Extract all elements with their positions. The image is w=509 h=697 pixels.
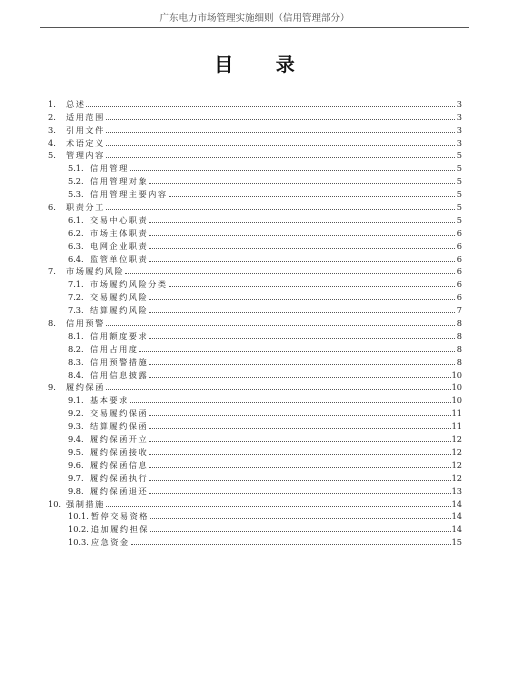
toc-entry-number: 9. xyxy=(48,382,56,393)
toc-entry-page-number: 14 xyxy=(451,511,462,522)
toc-entry-subsection[interactable] xyxy=(48,444,462,457)
toc-entry-label: 履约保函 xyxy=(66,382,105,393)
toc-entry-number: 6.4. xyxy=(68,253,84,264)
toc-dot-leader xyxy=(106,388,451,390)
toc-entry-page-number: 5 xyxy=(456,150,462,161)
toc-dot-leader xyxy=(149,260,455,262)
toc-entry-subsection[interactable] xyxy=(48,341,462,354)
toc-entry-label: 应急资金 xyxy=(90,537,130,548)
toc-entry-page-number: 12 xyxy=(451,472,462,483)
toc-dot-leader xyxy=(106,156,455,158)
toc-dot-leader xyxy=(149,427,450,429)
toc-entry-subsection[interactable] xyxy=(48,160,462,173)
page-header: 广东电力市场管理实施细则（信用管理部分） xyxy=(40,10,469,28)
toc-dot-leader xyxy=(169,195,455,197)
toc-entry-number: 6.1. xyxy=(68,214,84,225)
toc-entry-label: 电网企业职责 xyxy=(90,240,149,251)
toc-entry-subsection[interactable] xyxy=(48,328,462,341)
toc-entry-subsection[interactable] xyxy=(48,509,462,522)
toc-entry-page-number: 11 xyxy=(451,408,462,419)
toc-entry-label: 暂停交易资格 xyxy=(90,511,149,522)
toc-entry-subsection[interactable] xyxy=(48,392,462,405)
toc-entry-subsection[interactable] xyxy=(48,405,462,418)
toc-entry-label: 履约保函执行 xyxy=(90,472,149,483)
toc-entry-page-number: 8 xyxy=(456,343,462,354)
toc-entry-number: 6. xyxy=(48,202,56,213)
toc-dot-leader xyxy=(149,440,450,442)
toc-entry-subsection[interactable] xyxy=(48,483,462,496)
toc-entry-label: 基本要求 xyxy=(90,395,129,406)
toc-entry-number: 4. xyxy=(48,137,56,148)
toc-entry-page-number: 3 xyxy=(456,111,462,122)
toc-entry-label: 强制措施 xyxy=(66,498,105,509)
toc-entry-section[interactable] xyxy=(48,380,462,393)
toc-entry-label: 结算履约风险 xyxy=(90,305,149,316)
toc-entry-label: 市场主体职责 xyxy=(90,227,149,238)
toc-dot-leader xyxy=(149,414,450,416)
toc-entry-page-number: 8 xyxy=(456,318,462,329)
toc-entry-page-number: 8 xyxy=(456,356,462,367)
toc-heading: 目 录 xyxy=(214,54,313,76)
toc-entry-subsection[interactable] xyxy=(48,212,462,225)
table-of-contents xyxy=(48,96,462,547)
toc-entry-label: 引用文件 xyxy=(66,124,105,135)
toc-entry-number: 8.1. xyxy=(68,330,84,341)
toc-entry-page-number: 7 xyxy=(456,305,462,316)
toc-entry-label: 追加履约担保 xyxy=(90,524,149,535)
toc-entry-subsection[interactable] xyxy=(48,534,462,547)
toc-entry-label: 市场履约风险 xyxy=(66,266,125,277)
toc-entry-page-number: 10 xyxy=(451,382,462,393)
toc-dot-leader xyxy=(149,479,450,481)
toc-entry-subsection[interactable] xyxy=(48,431,462,444)
toc-dot-leader xyxy=(149,247,455,249)
toc-dot-leader xyxy=(150,530,451,532)
toc-entry-label: 适用范围 xyxy=(66,111,105,122)
toc-entry-number: 3. xyxy=(48,124,56,135)
toc-entry-page-number: 12 xyxy=(451,446,462,457)
toc-entry-number: 9.5. xyxy=(68,446,84,457)
toc-entry-number: 5.3. xyxy=(68,189,84,200)
toc-entry-number: 10.2. xyxy=(68,524,89,535)
toc-entry-number: 10. xyxy=(48,498,62,509)
toc-entry-label: 术语定义 xyxy=(66,137,105,148)
toc-dot-leader xyxy=(169,285,455,287)
toc-entry-label: 履约保函接收 xyxy=(90,446,149,457)
toc-entry-subsection[interactable] xyxy=(48,186,462,199)
toc-entry-label: 履约保函开立 xyxy=(90,434,149,445)
toc-entry-number: 6.2. xyxy=(68,227,84,238)
toc-dot-leader xyxy=(149,234,455,236)
toc-entry-page-number: 6 xyxy=(456,266,462,277)
toc-dot-leader xyxy=(149,221,455,223)
toc-entry-page-number: 6 xyxy=(456,227,462,238)
toc-entry-subsection[interactable] xyxy=(48,225,462,238)
toc-entry-number: 6.3. xyxy=(68,240,84,251)
toc-entry-page-number: 6 xyxy=(456,240,462,251)
toc-entry-label: 结算履约保函 xyxy=(90,421,149,432)
toc-entry-page-number: 6 xyxy=(456,279,462,290)
toc-dot-leader xyxy=(150,517,451,519)
toc-entry-label: 监管单位职责 xyxy=(90,253,149,264)
toc-entry-subsection[interactable] xyxy=(48,457,462,470)
toc-entry-section[interactable] xyxy=(48,96,462,109)
toc-entry-label: 信用占用度 xyxy=(90,343,139,354)
toc-entry-number: 2. xyxy=(48,111,56,122)
toc-entry-number: 8.3. xyxy=(68,356,84,367)
toc-entry-page-number: 15 xyxy=(451,537,462,548)
toc-entry-label: 管理内容 xyxy=(66,150,105,161)
toc-entry-subsection[interactable] xyxy=(48,367,462,380)
toc-entry-page-number: 3 xyxy=(456,124,462,135)
toc-dot-leader xyxy=(130,401,451,403)
toc-entry-number: 9.6. xyxy=(68,459,84,470)
toc-entry-label: 信用预警措施 xyxy=(90,356,149,367)
toc-entry-number: 10.1. xyxy=(68,511,89,522)
toc-entry-subsection[interactable] xyxy=(48,289,462,302)
toc-entry-section[interactable] xyxy=(48,135,462,148)
toc-entry-section[interactable] xyxy=(48,496,462,509)
toc-dot-leader xyxy=(106,208,455,210)
toc-dot-leader xyxy=(149,376,450,378)
toc-entry-number: 7.1. xyxy=(68,279,84,290)
toc-entry-number: 5. xyxy=(48,150,56,161)
toc-entry-page-number: 5 xyxy=(456,189,462,200)
toc-dot-leader xyxy=(106,131,455,133)
toc-entry-label: 总述 xyxy=(66,98,86,109)
toc-entry-label: 职责分工 xyxy=(66,202,105,213)
toc-entry-label: 交易中心职责 xyxy=(90,214,149,225)
toc-entry-number: 9.2. xyxy=(68,408,84,419)
toc-entry-label: 交易履约风险 xyxy=(90,292,149,303)
toc-entry-section[interactable] xyxy=(48,315,462,328)
toc-entry-subsection[interactable] xyxy=(48,521,462,534)
toc-entry-page-number: 5 xyxy=(456,214,462,225)
toc-entry-number: 10.3. xyxy=(68,537,89,548)
toc-entry-section[interactable] xyxy=(48,109,462,122)
toc-entry-subsection[interactable] xyxy=(48,354,462,367)
toc-entry-page-number: 12 xyxy=(451,459,462,470)
toc-entry-number: 9.4. xyxy=(68,434,84,445)
toc-dot-leader xyxy=(139,350,455,352)
toc-entry-page-number: 6 xyxy=(456,292,462,303)
toc-entry-number: 8.4. xyxy=(68,369,84,380)
toc-entry-number: 9.8. xyxy=(68,485,84,496)
toc-entry-label: 信用管理 xyxy=(90,163,129,174)
toc-entry-number: 1. xyxy=(48,98,56,109)
toc-entry-subsection[interactable] xyxy=(48,276,462,289)
toc-dot-leader xyxy=(149,492,450,494)
toc-entry-number: 8. xyxy=(48,318,56,329)
toc-dot-leader xyxy=(106,144,455,146)
toc-entry-number: 5.1. xyxy=(68,163,84,174)
toc-entry-page-number: 13 xyxy=(451,485,462,496)
toc-entry-page-number: 12 xyxy=(451,434,462,445)
toc-entry-page-number: 14 xyxy=(451,498,462,509)
toc-dot-leader xyxy=(131,543,451,545)
toc-entry-section[interactable] xyxy=(48,264,462,277)
toc-entry-subsection[interactable] xyxy=(48,302,462,315)
toc-dot-leader xyxy=(149,298,455,300)
toc-entry-subsection[interactable] xyxy=(48,418,462,431)
toc-entry-section[interactable] xyxy=(48,148,462,161)
toc-entry-page-number: 3 xyxy=(456,98,462,109)
toc-dot-leader xyxy=(106,324,455,326)
toc-entry-page-number: 11 xyxy=(451,421,462,432)
toc-dot-leader xyxy=(86,105,455,107)
toc-dot-leader xyxy=(106,505,451,507)
toc-dot-leader xyxy=(149,311,455,313)
toc-entry-label: 信用管理主要内容 xyxy=(90,189,168,200)
toc-entry-number: 8.2. xyxy=(68,343,84,354)
toc-entry-label: 履约保函退还 xyxy=(90,485,149,496)
toc-entry-page-number: 10 xyxy=(451,395,462,406)
toc-dot-leader xyxy=(130,169,455,171)
toc-entry-subsection[interactable] xyxy=(48,173,462,186)
toc-entry-number: 7. xyxy=(48,266,56,277)
toc-dot-leader xyxy=(149,453,450,455)
toc-dot-leader xyxy=(149,337,455,339)
toc-entry-subsection[interactable] xyxy=(48,238,462,251)
toc-dot-leader xyxy=(125,272,455,274)
toc-entry-subsection[interactable] xyxy=(48,251,462,264)
toc-entry-number: 9.7. xyxy=(68,472,84,483)
toc-entry-page-number: 5 xyxy=(456,163,462,174)
toc-entry-page-number: 8 xyxy=(456,330,462,341)
toc-entry-section[interactable] xyxy=(48,199,462,212)
toc-entry-page-number: 14 xyxy=(451,524,462,535)
toc-entry-number: 9.1. xyxy=(68,395,84,406)
toc-entry-number: 9.3. xyxy=(68,421,84,432)
toc-entry-subsection[interactable] xyxy=(48,470,462,483)
toc-entry-label: 信用信息披露 xyxy=(90,369,149,380)
toc-entry-page-number: 5 xyxy=(456,202,462,213)
toc-dot-leader xyxy=(149,363,455,365)
toc-entry-page-number: 10 xyxy=(451,369,462,380)
toc-entry-label: 信用预警 xyxy=(66,318,105,329)
toc-entry-label: 履约保函信息 xyxy=(90,459,149,470)
toc-entry-label: 信用管理对象 xyxy=(90,176,149,187)
toc-entry-label: 市场履约风险分类 xyxy=(90,279,168,290)
toc-entry-label: 信用额度要求 xyxy=(90,330,149,341)
toc-dot-leader xyxy=(149,182,455,184)
toc-entry-page-number: 5 xyxy=(456,176,462,187)
toc-entry-number: 5.2. xyxy=(68,176,84,187)
toc-entry-number: 7.3. xyxy=(68,305,84,316)
toc-entry-label: 交易履约保函 xyxy=(90,408,149,419)
toc-entry-page-number: 6 xyxy=(456,253,462,264)
toc-entry-number: 7.2. xyxy=(68,292,84,303)
toc-entry-section[interactable] xyxy=(48,122,462,135)
toc-entry-page-number: 3 xyxy=(456,137,462,148)
toc-dot-leader xyxy=(106,118,455,120)
toc-dot-leader xyxy=(149,466,450,468)
